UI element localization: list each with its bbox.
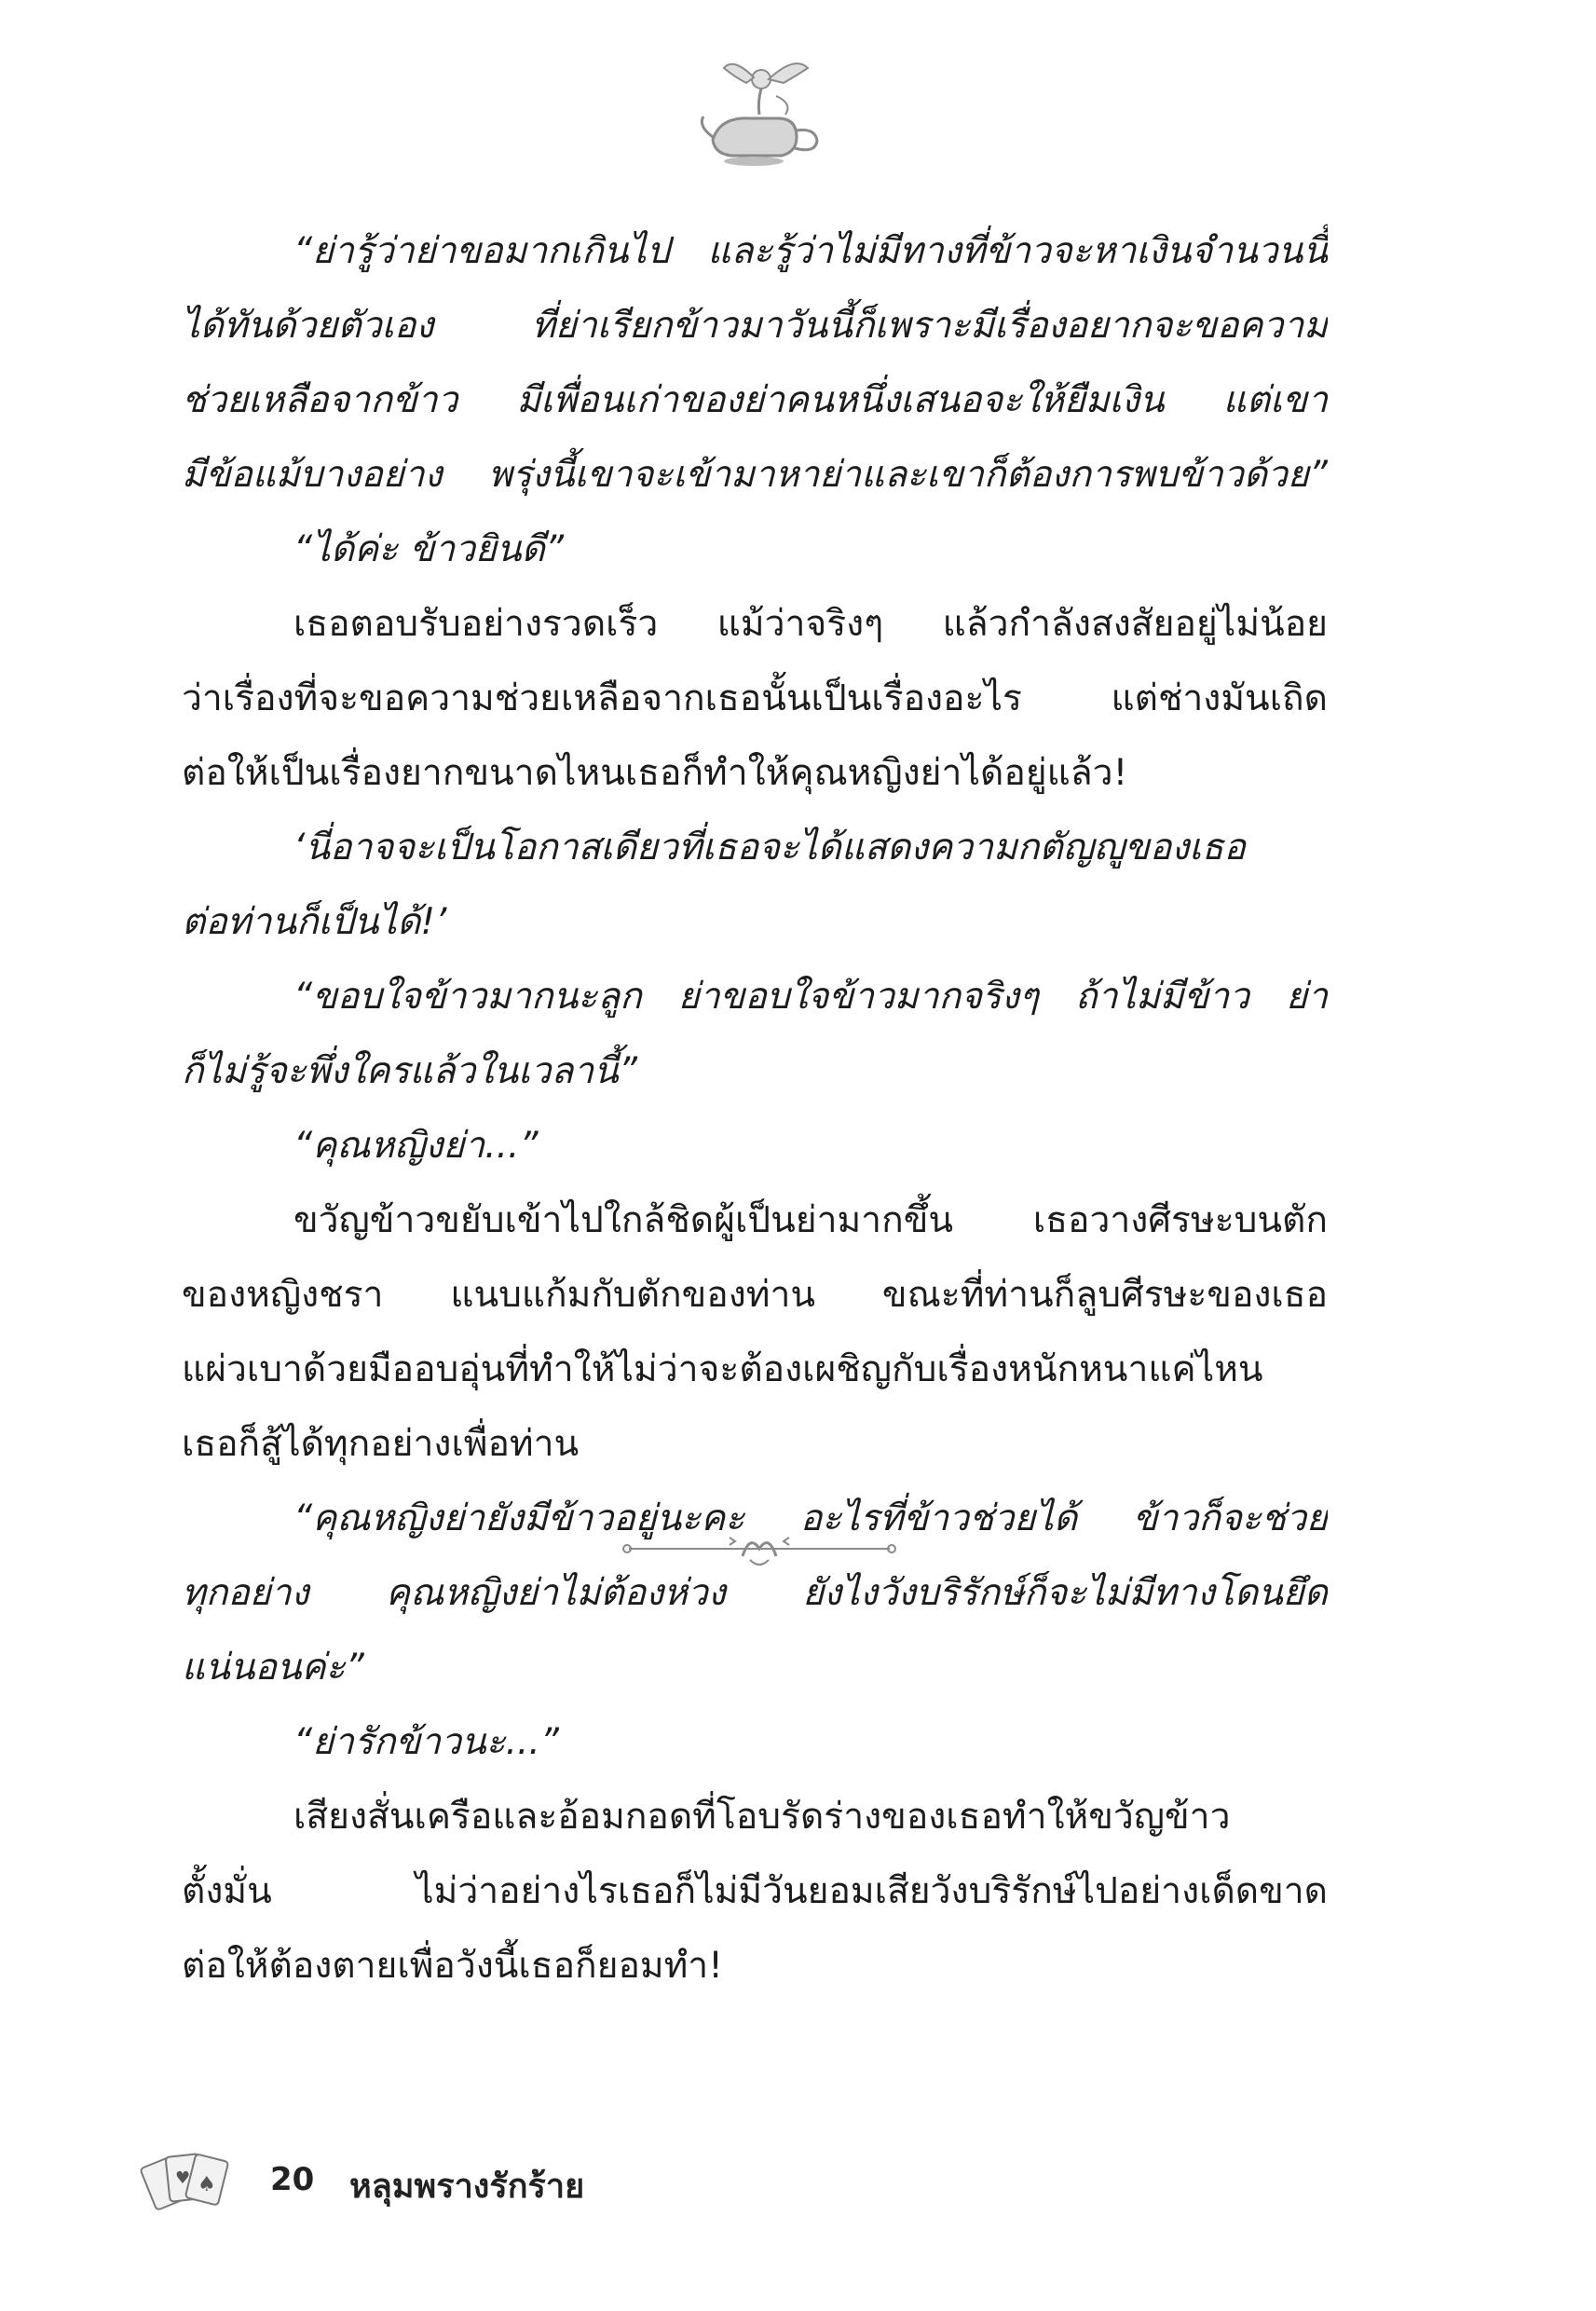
text-line: ได้ทันด้วยตัวเอง ที่ย่าเรียกข้าวมาวันนี้ก็เพราะมีเรื่องอยากจะขอความ <box>182 305 1328 347</box>
playing-cards-icon <box>140 2148 238 2213</box>
cupid-teapot-ornament-icon <box>692 51 827 168</box>
book-title: หลุมพรางรักร้าย <box>349 2167 585 2206</box>
text-line: ทุกอย่าง คุณหญิงย่าไม่ต้องห่วง ยังไงวังบริรักษ์ก็จะไม่มีทางโดนยึด <box>182 1572 1328 1614</box>
svg-text:♠: ♠ <box>198 2173 216 2196</box>
text-line: แผ่วเบาด้วยมืออบอุ่นที่ทำให้ไม่ว่าจะต้องเผชิญกับเรื่องหนักหนาแค่ไหน <box>182 1348 1263 1390</box>
text-line: เธอก็สู้ได้ทุกอย่างเพื่อท่าน <box>182 1423 580 1465</box>
text-line: ‘นี่อาจจะเป็นโอกาสเดียวที่เธอจะได้แสดงความกตัญญูของเธอ <box>293 827 1246 868</box>
text-line: ช่วยเหลือจากข้าว มีเพื่อนเก่าของย่าคนหนึ่งเสนอจะให้ยืมเงิน แต่เขา <box>182 379 1328 421</box>
text-line: ของหญิงชรา แนบแก้มกับตักของท่าน ขณะที่ท่านก็ลูบศีรษะของเธอ <box>182 1274 1328 1316</box>
text-line: ตั้งมั่น ไม่ว่าอย่างไรเธอก็ไม่มีวันยอมเสียวังบริรักษ์ไปอย่างเด็ดขาด <box>182 1870 1328 1912</box>
text-line: “ขอบใจข้าวมากนะลูก ย่าขอบใจข้าวมากจริงๆ ถ้าไม่มีข้าว ย่า <box>293 976 1328 1018</box>
scroll-divider-ornament-icon <box>620 1528 899 1570</box>
page-number: 20 <box>270 2161 315 2198</box>
text-line: เสียงสั่นเครือและอ้อมกอดที่โอบรัดร่างของเธอทำให้ขวัญข้าว <box>293 1796 1231 1838</box>
text-line: “ย่ารู้ว่าย่าขอมากเกินไป และรู้ว่าไม่มีทางที่ข้าวจะหาเงินจำนวนนี้ <box>293 230 1328 272</box>
text-line: ก็ไม่รู้จะพึ่งใครแล้วในเวลานี้” <box>182 1050 638 1092</box>
text-line: “คุณหญิงย่ายังมีข้าวอยู่นะคะ อะไรที่ข้าวช่วยได้ ข้าวก็จะช่วย <box>293 1497 1328 1539</box>
text-line: เธอตอบรับอย่างรวดเร็ว แม้ว่าจริงๆ แล้วกำลังสงสัยอยู่ไม่น้อย <box>293 603 1328 645</box>
text-line: “ย่ารักข้าวนะ...” <box>293 1721 559 1763</box>
text-line: ต่อให้เป็นเรื่องยากขนาดไหนเธอก็ทำให้คุณหญิงย่าได้อยู่แล้ว! <box>182 752 1128 794</box>
page-footer <box>140 2148 792 2213</box>
text-line: ขวัญข้าวขยับเข้าไปใกล้ชิดผู้เป็นย่ามากขึ้น เธอวางศีรษะบนตัก <box>293 1199 1328 1241</box>
text-line: ต่อท่านก็เป็นได้!’ <box>182 901 447 943</box>
text-line: “ได้ค่ะ ข้าวยินดี” <box>293 528 565 570</box>
body-text <box>182 214 1328 2003</box>
svg-text:♥: ♥ <box>175 2168 191 2188</box>
text-line: แน่นอนค่ะ” <box>182 1647 364 1689</box>
text-line: มีข้อแม้บางอย่าง พรุ่งนี้เขาจะเข้ามาหาย่าและเขาก็ต้องการพบข้าวด้วย” <box>182 454 1328 496</box>
text-line: ว่าเรื่องที่จะขอความช่วยเหลือจากเธอนั้นเป็นเรื่องอะไร แต่ช่างมันเถิด <box>182 677 1328 719</box>
text-line: “คุณหญิงย่า...” <box>293 1125 539 1167</box>
text-line: ต่อให้ต้องตายเพื่อวังนี้เธอก็ยอมทำ! <box>182 1945 723 1987</box>
